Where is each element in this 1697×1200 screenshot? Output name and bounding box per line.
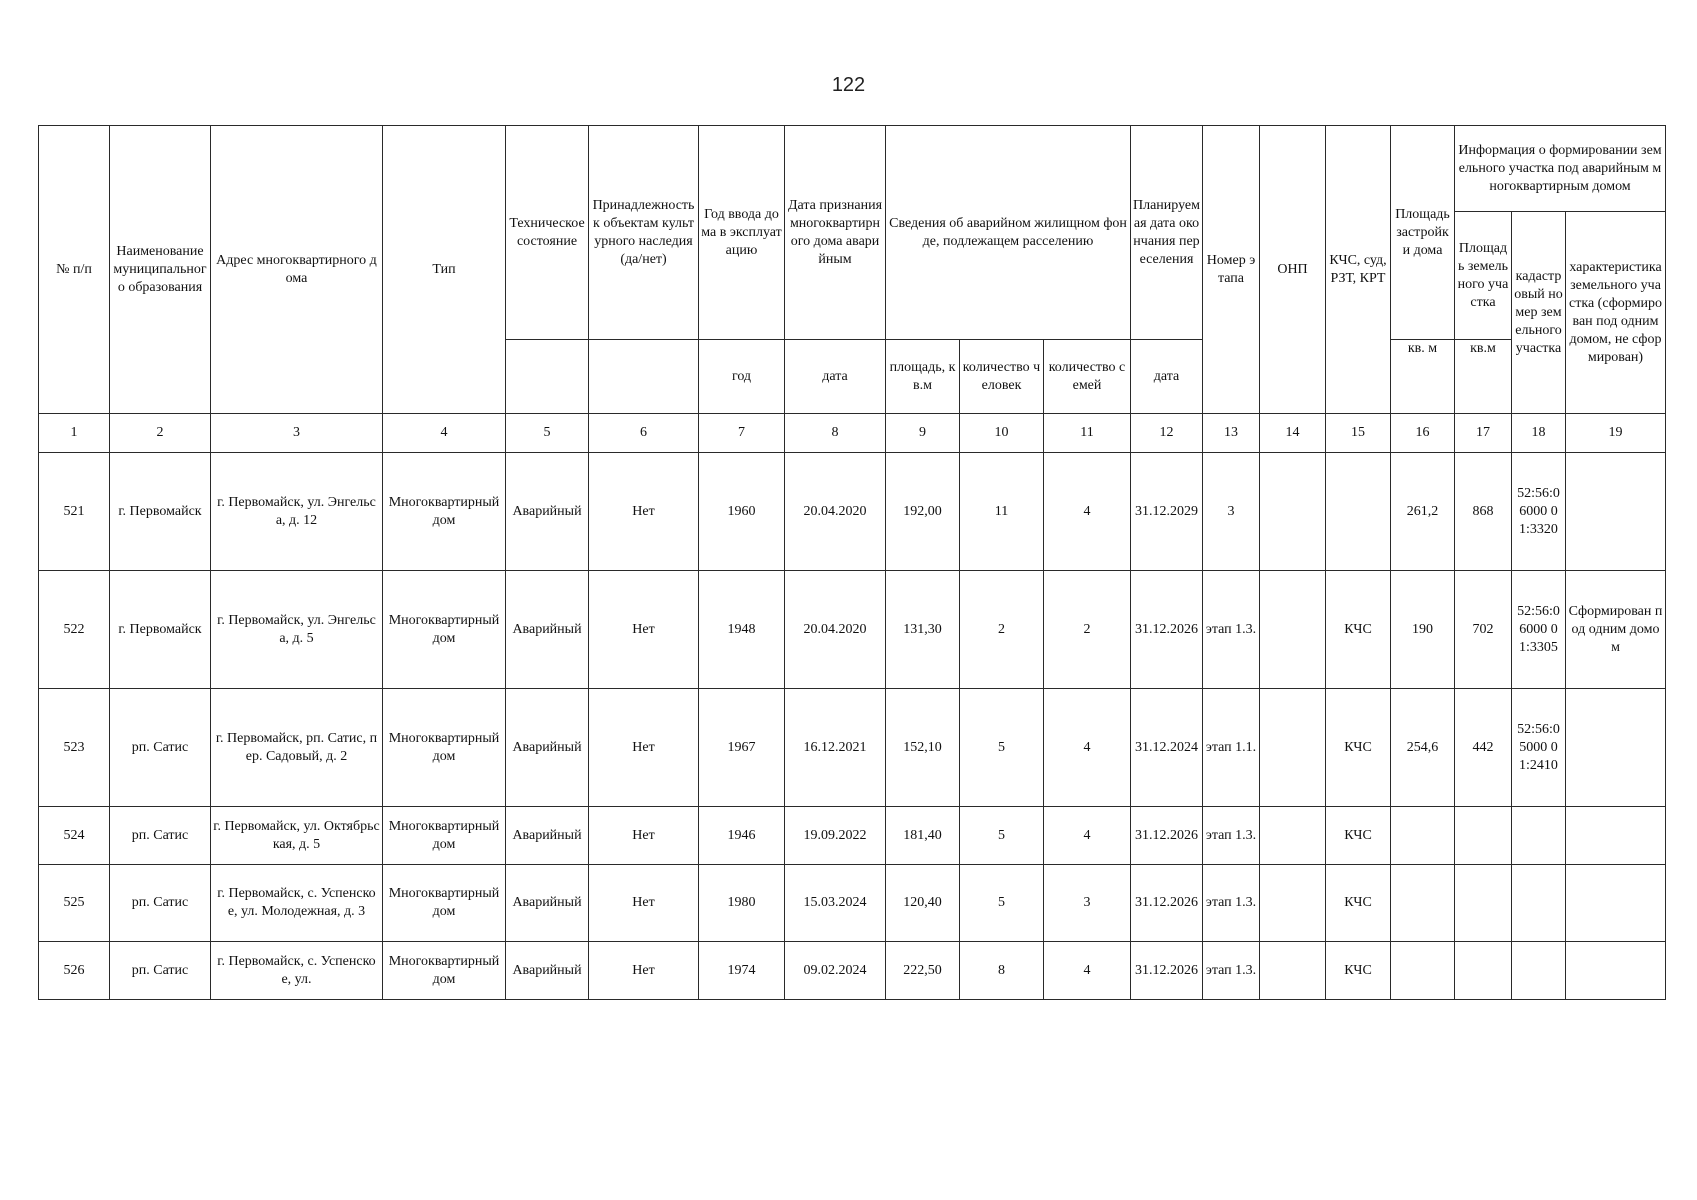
row-number: 526 [39, 942, 110, 1000]
built-area-cell: 261,2 [1391, 453, 1455, 571]
header-tech-state: Техническое состояние [506, 126, 589, 340]
header-kchs: КЧС, суд, РЗТ, КРТ [1326, 126, 1391, 414]
header-year-built: Год ввода дома в эксплуатацию [699, 126, 785, 340]
header-no: № п/п [39, 126, 110, 414]
header-planned-date: Планируемая дата окончания переселения [1131, 126, 1203, 340]
header-built-area: Площадь застройки дома [1391, 126, 1455, 340]
stage-cell: этап 1.3. [1203, 571, 1260, 689]
address-cell: г. Первомайск, с. Успенское, ул. Молодежная, д. 3 [211, 865, 383, 942]
area-cell: 192,00 [886, 453, 960, 571]
column-number: 5 [506, 414, 589, 453]
date-cell: 16.12.2021 [785, 689, 886, 807]
land-area-cell [1455, 942, 1512, 1000]
column-number-row [39, 414, 1666, 453]
date-cell: 20.04.2020 [785, 453, 886, 571]
built-area-cell [1391, 865, 1455, 942]
onp-cell [1260, 571, 1326, 689]
families-cell: 4 [1044, 453, 1131, 571]
column-number: 11 [1044, 414, 1131, 453]
land-char-cell [1566, 453, 1666, 571]
families-cell: 4 [1044, 942, 1131, 1000]
column-number: 19 [1566, 414, 1666, 453]
area-cell: 120,40 [886, 865, 960, 942]
municipality-cell: рп. Сатис [110, 689, 211, 807]
column-number: 18 [1512, 414, 1566, 453]
column-number: 1 [39, 414, 110, 453]
people-cell: 2 [960, 571, 1044, 689]
land-char-cell [1566, 689, 1666, 807]
header-tech-state-cont [506, 340, 589, 414]
header-land-char: характеристика земельного участка (сформирован под одним домом, не сформирован) [1566, 212, 1666, 414]
date-cell: 19.09.2022 [785, 807, 886, 865]
header-heritage-cont [589, 340, 699, 414]
heritage-cell: Нет [589, 942, 699, 1000]
date-cell: 15.03.2024 [785, 865, 886, 942]
type-cell: Многоквартирный дом [383, 689, 506, 807]
heritage-cell: Нет [589, 807, 699, 865]
cadastral-cell: 52:56:06000 01:3305 [1512, 571, 1566, 689]
column-number: 14 [1260, 414, 1326, 453]
area-cell: 131,30 [886, 571, 960, 689]
column-number: 6 [589, 414, 699, 453]
land-area-cell: 868 [1455, 453, 1512, 571]
municipality-cell: г. Первомайск [110, 453, 211, 571]
onp-cell [1260, 453, 1326, 571]
type-cell: Многоквартирный дом [383, 942, 506, 1000]
people-cell: 11 [960, 453, 1044, 571]
column-number: 8 [785, 414, 886, 453]
land-char-cell: Сформирован под одним домом [1566, 571, 1666, 689]
planned-date-cell: 31.12.2026 [1131, 942, 1203, 1000]
year-cell: 1948 [699, 571, 785, 689]
land-char-cell [1566, 807, 1666, 865]
planned-date-cell: 31.12.2026 [1131, 807, 1203, 865]
row-number: 523 [39, 689, 110, 807]
header-unit-people: количество человек [960, 340, 1044, 414]
municipality-cell: г. Первомайск [110, 571, 211, 689]
header-land-info: Информация о формировании земельного участка под аварийным многоквартирным домом [1455, 126, 1666, 212]
year-cell: 1960 [699, 453, 785, 571]
column-number: 17 [1455, 414, 1512, 453]
people-cell: 5 [960, 807, 1044, 865]
built-area-cell: 190 [1391, 571, 1455, 689]
families-cell: 4 [1044, 807, 1131, 865]
tech-state-cell: Аварийный [506, 453, 589, 571]
kchs-cell: КЧС [1326, 942, 1391, 1000]
families-cell: 3 [1044, 865, 1131, 942]
area-cell: 181,40 [886, 807, 960, 865]
planned-date-cell: 31.12.2026 [1131, 571, 1203, 689]
column-number: 10 [960, 414, 1044, 453]
land-char-cell [1566, 942, 1666, 1000]
tech-state-cell: Аварийный [506, 689, 589, 807]
municipality-cell: рп. Сатис [110, 942, 211, 1000]
area-cell: 222,50 [886, 942, 960, 1000]
header-unit-date2: дата [1131, 340, 1203, 414]
column-number: 2 [110, 414, 211, 453]
column-number: 3 [211, 414, 383, 453]
land-area-cell [1455, 807, 1512, 865]
cadastral-cell [1512, 807, 1566, 865]
row-number: 521 [39, 453, 110, 571]
year-cell: 1967 [699, 689, 785, 807]
kchs-cell [1326, 453, 1391, 571]
table-row [39, 865, 1666, 942]
type-cell: Многоквартирный дом [383, 865, 506, 942]
cadastral-cell: 52:56:05000 01:2410 [1512, 689, 1566, 807]
header-date-recognized: Дата признания многоквартирного дома аварийным [785, 126, 886, 340]
row-number: 522 [39, 571, 110, 689]
stage-cell: этап 1.3. [1203, 865, 1260, 942]
table-row [39, 942, 1666, 1000]
header-unit-sqm16: кв. м [1391, 340, 1455, 414]
column-number: 16 [1391, 414, 1455, 453]
tech-state-cell: Аварийный [506, 865, 589, 942]
cadastral-cell [1512, 865, 1566, 942]
column-number: 7 [699, 414, 785, 453]
built-area-cell: 254,6 [1391, 689, 1455, 807]
address-cell: г. Первомайск, ул. Энгельса, д. 5 [211, 571, 383, 689]
address-cell: г. Первомайск, с. Успенское, ул. [211, 942, 383, 1000]
tech-state-cell: Аварийный [506, 807, 589, 865]
type-cell: Многоквартирный дом [383, 807, 506, 865]
stage-cell: этап 1.3. [1203, 942, 1260, 1000]
tech-state-cell: Аварийный [506, 942, 589, 1000]
table-row [39, 571, 1666, 689]
column-number: 15 [1326, 414, 1391, 453]
cadastral-cell: 52:56:06000 01:3320 [1512, 453, 1566, 571]
onp-cell [1260, 807, 1326, 865]
type-cell: Многоквартирный дом [383, 571, 506, 689]
header-emergency-info: Сведения об аварийном жилищном фонде, подлежащем расселению [886, 126, 1131, 340]
onp-cell [1260, 865, 1326, 942]
emergency-housing-table [38, 125, 1666, 1000]
row-number: 525 [39, 865, 110, 942]
built-area-cell [1391, 807, 1455, 865]
year-cell: 1946 [699, 807, 785, 865]
row-number: 524 [39, 807, 110, 865]
year-cell: 1980 [699, 865, 785, 942]
people-cell: 5 [960, 865, 1044, 942]
header-onp: ОНП [1260, 126, 1326, 414]
municipality-cell: рп. Сатис [110, 865, 211, 942]
date-cell: 09.02.2024 [785, 942, 886, 1000]
address-cell: г. Первомайск, ул. Энгельса, д. 12 [211, 453, 383, 571]
header-cadastral: кадастровый номер земельного участка [1512, 212, 1566, 414]
address-cell: г. Первомайск, рп. Сатис, пер. Садовый, д. 2 [211, 689, 383, 807]
kchs-cell: КЧС [1326, 689, 1391, 807]
planned-date-cell: 31.12.2026 [1131, 865, 1203, 942]
date-cell: 20.04.2020 [785, 571, 886, 689]
table-row [39, 807, 1666, 865]
heritage-cell: Нет [589, 571, 699, 689]
families-cell: 4 [1044, 689, 1131, 807]
people-cell: 5 [960, 689, 1044, 807]
page-number: 122 [831, 74, 866, 96]
header-unit-families: количество семей [1044, 340, 1131, 414]
column-number: 4 [383, 414, 506, 453]
kchs-cell: КЧС [1326, 865, 1391, 942]
year-cell: 1974 [699, 942, 785, 1000]
municipality-cell: рп. Сатис [110, 807, 211, 865]
planned-date-cell: 31.12.2024 [1131, 689, 1203, 807]
type-cell: Многоквартирный дом [383, 453, 506, 571]
land-area-cell: 702 [1455, 571, 1512, 689]
header-land-area: Площадь земельного участка [1455, 212, 1512, 340]
area-cell: 152,10 [886, 689, 960, 807]
cadastral-cell [1512, 942, 1566, 1000]
stage-cell: 3 [1203, 453, 1260, 571]
header-municipality: Наименование муниципального образования [110, 126, 211, 414]
heritage-cell: Нет [589, 453, 699, 571]
stage-cell: этап 1.1. [1203, 689, 1260, 807]
address-cell: г. Первомайск, ул. Октябрьская, д. 5 [211, 807, 383, 865]
kchs-cell: КЧС [1326, 571, 1391, 689]
column-number: 9 [886, 414, 960, 453]
land-char-cell [1566, 865, 1666, 942]
header-unit-sqm17: кв.м [1455, 340, 1512, 414]
table-row [39, 689, 1666, 807]
built-area-cell [1391, 942, 1455, 1000]
header-unit-date: дата [785, 340, 886, 414]
heritage-cell: Нет [589, 689, 699, 807]
header-unit-area: площадь, кв.м [886, 340, 960, 414]
table-row [39, 453, 1666, 571]
heritage-cell: Нет [589, 865, 699, 942]
header-stage-no: Номер этапа [1203, 126, 1260, 414]
header-address: Адрес многоквартирного дома [211, 126, 383, 414]
land-area-cell [1455, 865, 1512, 942]
header-heritage: Принадлежность к объектам культурного наследия (да/нет) [589, 126, 699, 340]
header-unit-year: год [699, 340, 785, 414]
onp-cell [1260, 942, 1326, 1000]
families-cell: 2 [1044, 571, 1131, 689]
tech-state-cell: Аварийный [506, 571, 589, 689]
land-area-cell: 442 [1455, 689, 1512, 807]
header-type: Тип [383, 126, 506, 414]
column-number: 12 [1131, 414, 1203, 453]
onp-cell [1260, 689, 1326, 807]
stage-cell: этап 1.3. [1203, 807, 1260, 865]
column-number: 13 [1203, 414, 1260, 453]
planned-date-cell: 31.12.2029 [1131, 453, 1203, 571]
kchs-cell: КЧС [1326, 807, 1391, 865]
people-cell: 8 [960, 942, 1044, 1000]
